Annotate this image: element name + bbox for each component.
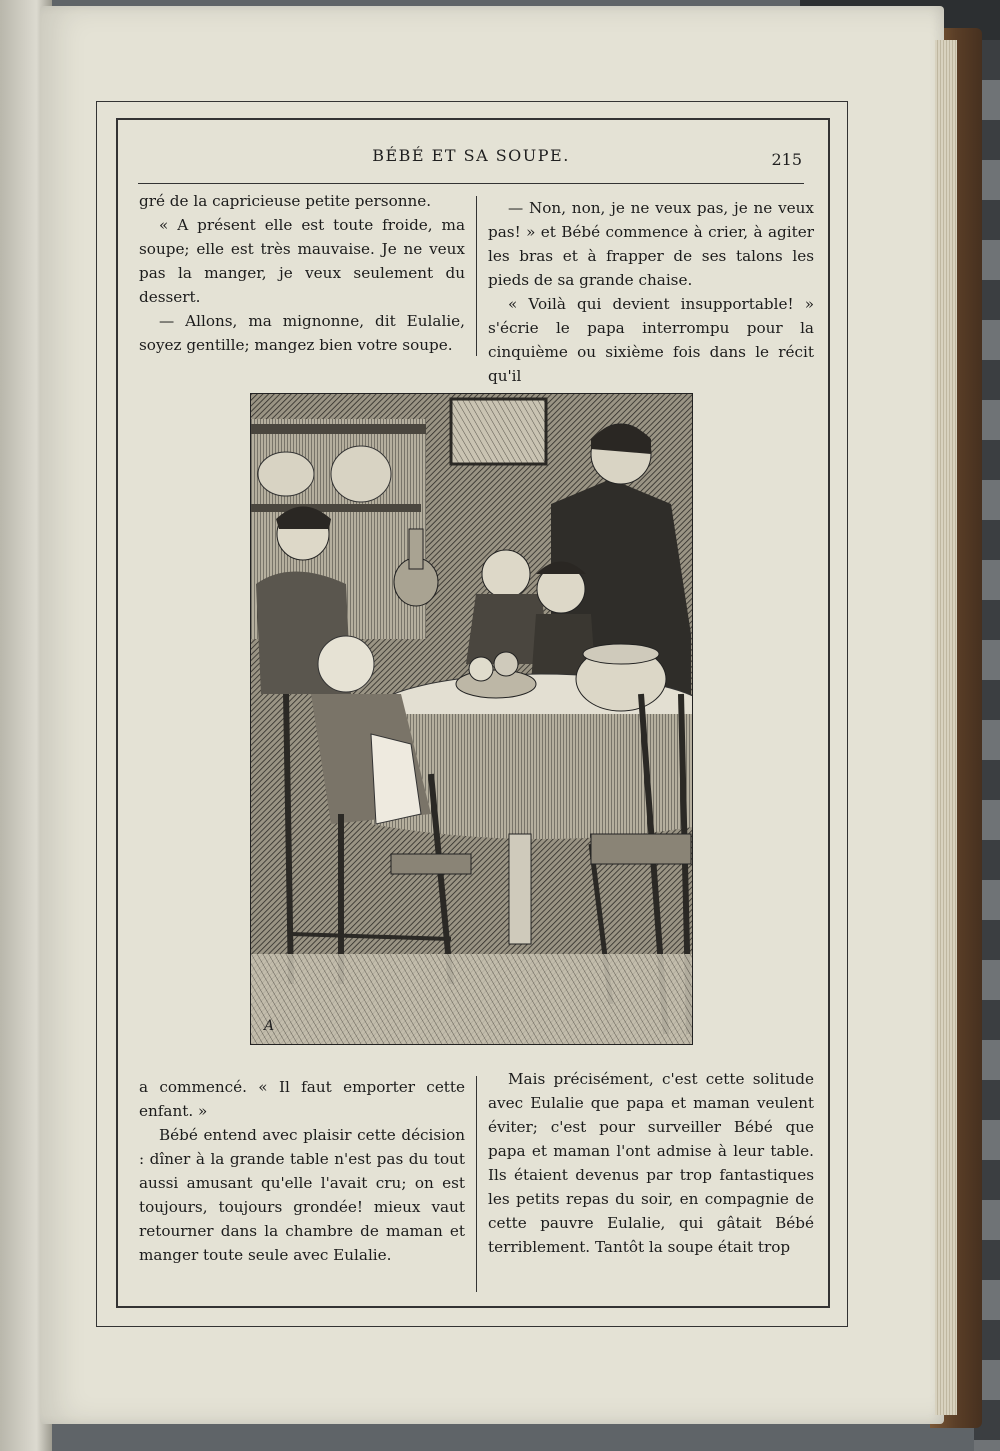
column-bottom-right	[488, 1067, 814, 1259]
engraving-illustration	[250, 393, 693, 1045]
engraving-drawing	[251, 394, 692, 1044]
page-header	[138, 146, 804, 172]
page-stack-edge	[935, 40, 957, 1415]
running-title: BÉBÉ ET SA SOUPE.	[372, 146, 570, 165]
paragraph: « A présent elle est toute froide, ma soupe; elle est très mauvaise. Je ne veux pas la manger, je veux seulement du dessert.	[139, 216, 465, 306]
paragraph: a commencé. « Il faut emporter cette enfant. »	[139, 1078, 465, 1120]
paragraph: — Allons, ma mignonne, dit Eulalie, soyez gentille; mangez bien votre soupe.	[139, 312, 465, 354]
paragraph: « Voilà qui devient insupportable! » s'écrie le papa interrompu pour la cinquième ou sixième fois dans le récit qu'il	[488, 295, 814, 385]
column-top-left	[139, 189, 465, 357]
paragraph: Mais précisément, c'est cette solitude avec Eulalie que papa et maman veulent éviter; c'est pour surveiller Bébé que papa et maman l'ont admise à leur table. Ils étaient devenus par trop fantastiques les petits repas du soir, en compagnie de cette pauvre Eulalie, qui gâtait Bébé terriblement. Tantôt la soupe était trop	[488, 1070, 814, 1256]
paragraph: gré de la capricieuse petite personne.	[139, 192, 432, 210]
paragraph: Bébé entend avec plaisir cette décision : dîner à la grande table n'est pas du tout aussi amusant qu'elle l'avait cru; on est toujours, toujours grondée! mieux vaut retourner dans la chambre de maman et manger toute seule avec Eulalie.	[139, 1126, 465, 1264]
column-divider-bottom	[476, 1076, 477, 1292]
column-top-right	[488, 196, 814, 388]
column-divider-top	[476, 196, 477, 356]
page-number: 215	[771, 150, 802, 169]
header-rule	[138, 183, 804, 184]
engraver-signature: A	[264, 1018, 275, 1034]
paragraph: — Non, non, je ne veux pas, je ne veux pas! » et Bébé commence à crier, à agiter les bras et à frapper de ses talons les pieds de sa grande chaise.	[488, 199, 814, 289]
column-bottom-left	[139, 1075, 465, 1267]
